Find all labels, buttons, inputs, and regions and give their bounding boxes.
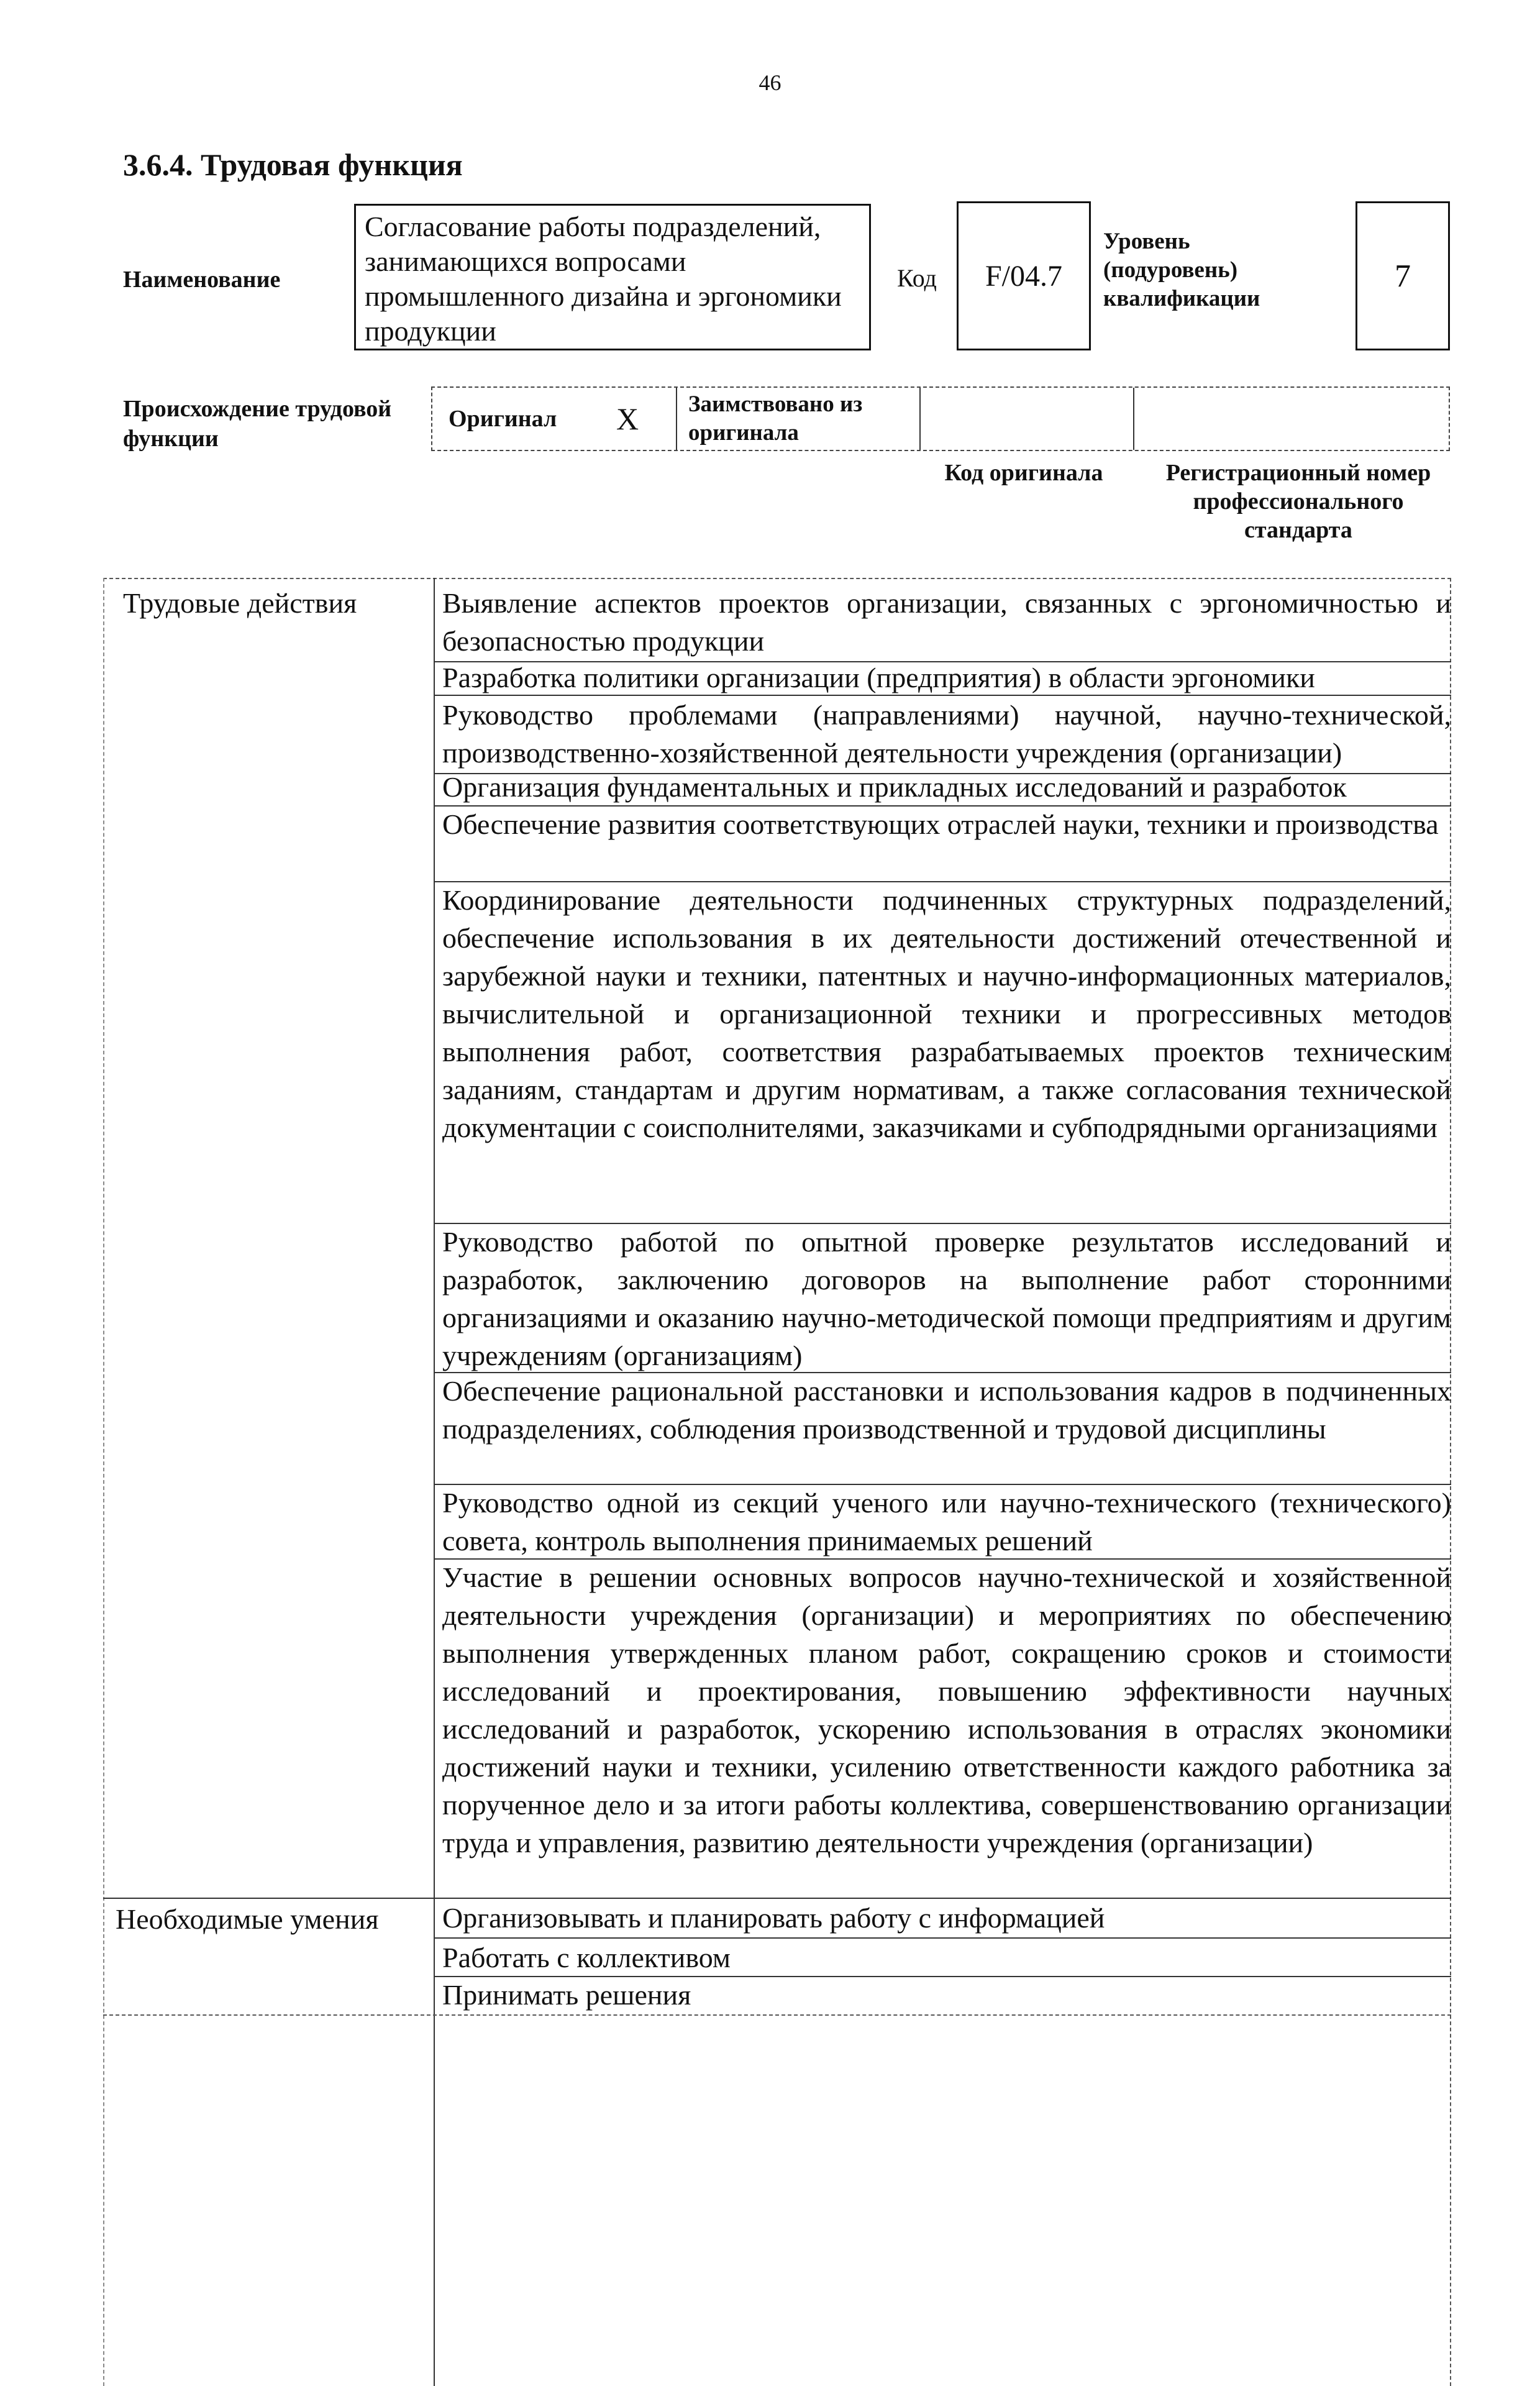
code-original-label: Код оригинала <box>944 460 1103 486</box>
origin-table <box>431 386 1450 451</box>
labor-action-2: Разработка политики организации (предприятия) в области эргономики <box>442 662 1315 693</box>
name-label: Наименование <box>123 267 281 293</box>
skills-label: Необходимые умения <box>116 1903 379 1935</box>
labor-action-3: Руководство проблемами (направлениями) научной, научно-технической, производственно-хозяйственной деятельности учреждения (организации) <box>442 699 1451 769</box>
name-value: Согласование работы подразделений, занимающихся вопросами промышленного дизайна и эргономики продукции <box>354 204 871 350</box>
code-label: Код <box>897 264 937 292</box>
labor-actions-label: Трудовые действия <box>123 587 357 619</box>
labor-action-9: Руководство одной из секций ученого или научно-технического (технического) совета, контроль выполнения принимаемых решений <box>442 1487 1451 1556</box>
code-value: F/04.7 <box>957 201 1091 350</box>
borrowed-label: Заимствовано из оригинала <box>688 391 863 446</box>
section-title: 3.6.4. Трудовая функция <box>123 147 463 182</box>
original-label: Оригинал <box>449 406 557 432</box>
labor-action-10: Участие в решении основных вопросов научно-технической и хозяйственной деятельности учреждения (организации) и мероприятиях по обеспечению выполнения утвержденных планом работ, сокращению сроков и стоимости исследований и проектирования, повышению эффективности научных исследований и разработок, ускорению использования в отраслях экономики достижений науки и техники, усилению ответственности каждого работника за порученное дело и за итоги работы коллектива, совершенствованию организации труда и управления, развитию деятельности учреждения (организации) <box>442 1561 1451 1858</box>
labor-action-8: Обеспечение рациональной расстановки и использования кадров в подчиненных подразделениях, соблюдения производственной и трудовой дисциплины <box>442 1375 1451 1445</box>
level-value: 7 <box>1355 201 1450 350</box>
table-bottom-border <box>103 2014 1451 2016</box>
level-label: Уровень (подуровень) квалификации <box>1103 229 1260 311</box>
skill-3: Принимать решения <box>442 1979 691 2011</box>
page-number: 46 <box>759 70 781 95</box>
labor-action-6: Координирование деятельности подчиненных структурных подразделений, обеспечение использования в их деятельности достижений отечественной и зарубежной науки и техники, патентных и научно-информационных материалов, вычислительной и организационной техники и прогрессивных методов выполнения работ, соответствия разрабатываемых проектов техническим заданиям, стандартам и другим нормативам, а также согласования технической документации с соисполнителями, заказчиками и субподрядными организациями <box>442 884 1451 1143</box>
reg-number-label: Регистрационный номер профессионального стандарта <box>1165 460 1431 543</box>
labor-action-4: Организация фундаментальных и прикладных исследований и разработок <box>442 771 1347 803</box>
labor-action-1: Выявление аспектов проектов организации, связанных с эргономичностью и безопасностью продукции <box>442 587 1451 657</box>
skill-2: Работать с коллективом <box>442 1942 731 1973</box>
labor-action-5: Обеспечение развития соответствующих отраслей науки, техники и производства <box>442 808 1439 840</box>
main-table-top-border <box>103 578 1451 579</box>
origin-label: Происхождение трудовой функции <box>123 396 392 452</box>
skill-1: Организовывать и планировать работу с информацией <box>442 1902 1105 1934</box>
original-mark: X <box>616 401 639 436</box>
labor-action-7: Руководство работой по опытной проверке результатов исследований и разработок, заключению договоров на выполнение работ сторонними организациями и оказанию научно-методической помощи предприятиям и другим учреждениям (организациям) <box>442 1226 1451 1371</box>
